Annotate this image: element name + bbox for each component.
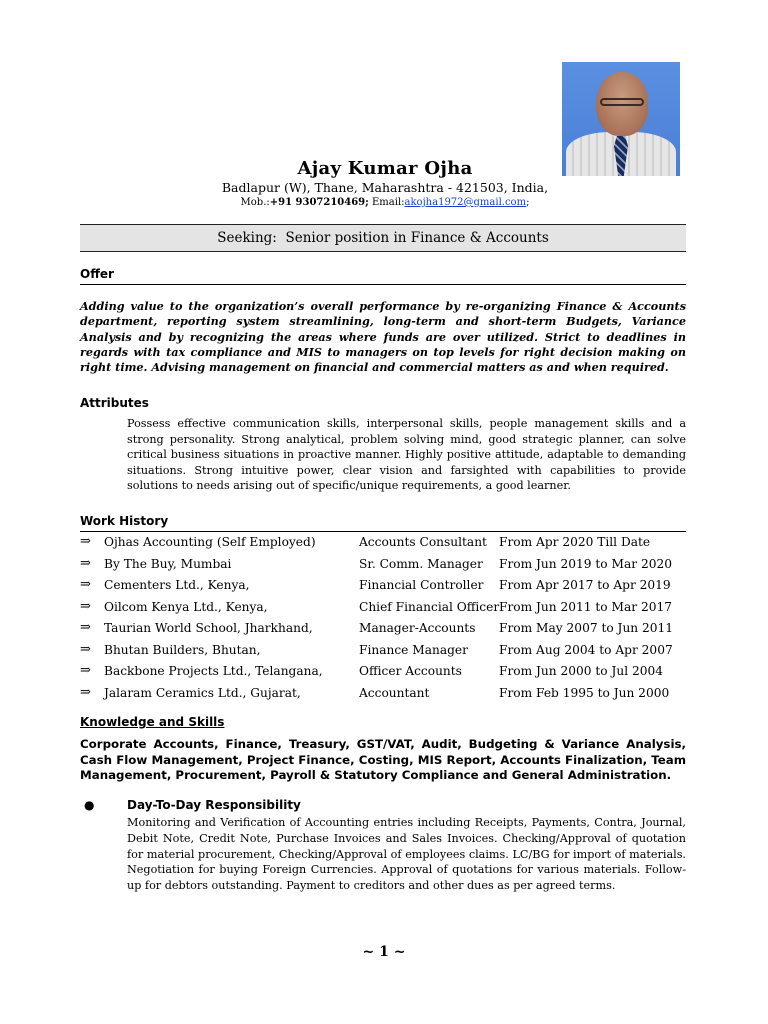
arrow-icon: ⇒ xyxy=(80,684,91,700)
work-history-row xyxy=(80,577,686,599)
work-history-row xyxy=(80,642,686,664)
work-role: Sr. Comm. Manager xyxy=(359,556,483,571)
work-history-row xyxy=(80,620,686,642)
work-company: Oilcom Kenya Ltd., Kenya, xyxy=(104,599,268,614)
arrow-icon: ⇒ xyxy=(80,663,91,678)
seeking-label: Seeking: xyxy=(217,230,277,246)
responsibility-text: Monitoring and Verification of Accounting entries including Receipts, Payments, Contra, Journal, Debit Note, Credit Note, Purchase Invoices and Sales Invoices. Checking/Approval of quotation for material procurement, Checking/Approval of employees claims. LC/BG for import of materials. Negotiation for buying Foreign Currencies. Approval of quotations for various materials. Follow-up for debtors outstanding. Payment to creditors and other dues as per agreed terms. xyxy=(127,816,686,893)
work-history-row xyxy=(80,599,686,621)
work-role: Financial Controller xyxy=(359,578,484,592)
email-label: Email: xyxy=(368,197,405,208)
work-role: Officer Accounts xyxy=(359,664,462,678)
mob-label: Mob.: xyxy=(240,197,270,208)
email-suffix: ; xyxy=(526,197,530,208)
page-number: ~ 1 ~ xyxy=(362,944,406,960)
work-company: Bhutan Builders, Bhutan, xyxy=(104,642,261,657)
arrow-icon: ⇒ xyxy=(80,641,91,657)
seeking-value: Senior position in Finance & Accounts xyxy=(285,230,549,246)
skills-text: Corporate Accounts, Finance, Treasury, GST/VAT, Audit, Budgeting & Variance Analysis, Cash Flow Management, Project Finance, Costing, MIS Report, Accounts Finalization, Team Management, Procurement, Payroll & Statutory Compliance and General Administration. xyxy=(80,737,686,782)
skills-heading: Knowledge and Skills xyxy=(80,715,225,729)
work-role: Chief Financial Officer xyxy=(359,599,500,614)
work-company: Taurian World School, Jharkhand, xyxy=(104,621,313,635)
work-company: By The Buy, Mumbai xyxy=(104,556,232,571)
arrow-icon: ⇒ xyxy=(80,534,91,549)
work-history-heading: Work History xyxy=(80,514,686,532)
work-period: From Apr 2020 Till Date xyxy=(499,535,651,549)
work-role: Finance Manager xyxy=(359,642,468,657)
work-company: Ojhas Accounting (Self Employed) xyxy=(104,535,316,549)
arrow-icon: ⇒ xyxy=(80,598,91,614)
work-period: From Aug 2004 to Apr 2007 xyxy=(499,642,673,657)
work-role: Manager-Accounts xyxy=(359,621,476,635)
work-company: Cementers Ltd., Kenya, xyxy=(104,578,250,592)
work-period: From Feb 1995 to Jun 2000 xyxy=(499,685,670,700)
arrow-icon: ⇒ xyxy=(80,555,91,571)
email-link[interactable]: akojha1972@gmail.com xyxy=(404,197,527,208)
work-history-row xyxy=(80,685,686,707)
attributes-heading: Attributes xyxy=(80,396,149,410)
mob-value: +91 9307210469; xyxy=(269,197,369,208)
arrow-icon: ⇒ xyxy=(80,620,91,635)
offer-heading: Offer xyxy=(80,267,686,285)
work-period: From Jun 2011 to Mar 2017 xyxy=(499,599,672,614)
work-history-row xyxy=(80,534,686,556)
offer-text: Adding value to the organization’s overall performance by re-organizing Finance & Accounts department, reporting system streamlining, long-term and short-term Budgets, Variance Analysis and by recognizing the areas where funds are over utilized. Strict to deadlines in regards with tax compliance and MIS to managers on top levels for right decision making on right time. Advising management on financial and commercial matters as and when required. xyxy=(80,299,686,375)
photo-glasses xyxy=(600,98,644,106)
work-role: Accounts Consultant xyxy=(359,535,487,549)
work-history-row xyxy=(80,556,686,578)
work-history-list xyxy=(80,534,686,706)
attributes-text: Possess effective communication skills, interpersonal skills, people management skills and a strong personality. Strong analytical, problem solving mind, good strategic planner, can solve critical business situations in proactive manner. Highly positive attitude, adaptable to demanding situations. Strong intuitive power, clear vision and farsighted with capabilities to provide solutions to needs arising out of specific/unique requirements, a good learner. xyxy=(127,417,686,493)
seeking-banner xyxy=(80,224,686,252)
profile-photo xyxy=(562,62,680,176)
work-company: Jalaram Ceramics Ltd., Gujarat, xyxy=(104,685,301,700)
candidate-address: Badlapur (W), Thane, Maharashtra - 421503, India, xyxy=(221,180,549,195)
work-period: From Jun 2019 to Mar 2020 xyxy=(499,556,672,571)
work-role: Accountant xyxy=(359,685,430,700)
work-period: From Apr 2017 to Apr 2019 xyxy=(499,578,671,592)
work-period: From Jun 2000 to Jul 2004 xyxy=(499,664,664,678)
arrow-icon: ⇒ xyxy=(80,577,91,592)
contact-line xyxy=(160,197,610,208)
bullet-icon: ● xyxy=(84,798,95,812)
responsibility-heading: Day-To-Day Responsibility xyxy=(127,798,301,812)
work-period: From May 2007 to Jun 2011 xyxy=(499,621,674,635)
work-history-row xyxy=(80,663,686,685)
work-company: Backbone Projects Ltd., Telangana, xyxy=(104,664,323,678)
candidate-name: Ajay Kumar Ojha xyxy=(297,158,473,179)
